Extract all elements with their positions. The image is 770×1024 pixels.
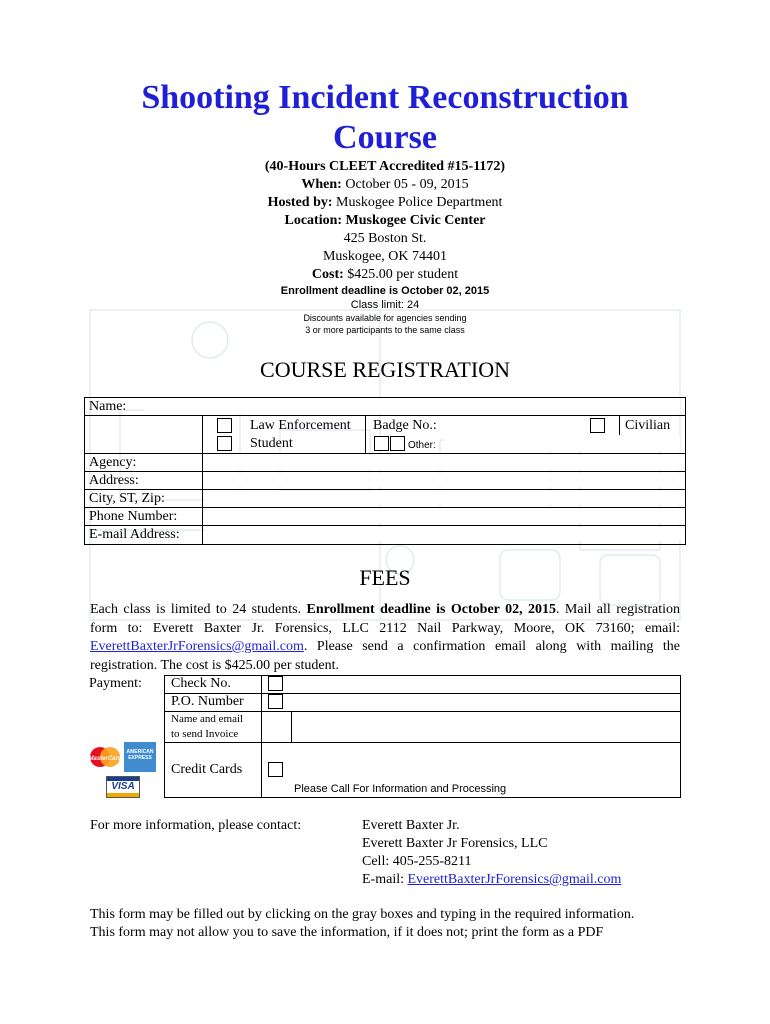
discount-line1: Discounts available for agencies sending xyxy=(303,313,467,323)
class-limit: Class limit: 24 xyxy=(350,299,420,311)
location: Location: Muskogee Civic Center xyxy=(284,213,486,228)
law-enforcement-label: Law Enforcement xyxy=(250,418,351,433)
po-number-label: P.O. Number xyxy=(171,694,244,709)
invoice-line2: to send Invoice xyxy=(171,728,239,740)
course-title-line1: Shooting Incident Reconstruction xyxy=(141,79,629,116)
hosted-line xyxy=(0,194,770,212)
other-label: Other: xyxy=(408,440,436,451)
city-st-zip-field[interactable] xyxy=(205,491,683,505)
check-no-label: Check No. xyxy=(171,676,231,691)
contact-email-label: E-mail: xyxy=(362,872,404,887)
fees-text-c: . Mail all registration form to: Everett Baxter Jr. Forensics, LLC 2112 Nail Parkway, Moore, OK 73160; email: xyxy=(90,602,680,636)
mastercard-text: MasterCard xyxy=(88,756,122,762)
contact-name: Everett Baxter Jr. xyxy=(362,818,460,833)
amex-text: AMERICAN EXPRESS xyxy=(126,749,154,761)
agency-field[interactable] xyxy=(205,455,683,469)
cost-line xyxy=(0,266,770,284)
po-number-field[interactable] xyxy=(286,695,676,709)
contact-email-link[interactable]: EverettBaxterJrForensics@gmail.com xyxy=(407,872,622,887)
discount-line2: 3 or more participants to the same class xyxy=(305,325,465,335)
footer-line2: This form may not allow you to save the information, if it does not; print the form as a PDF xyxy=(90,925,604,940)
visa-text: VISA xyxy=(111,781,135,792)
visa-logo xyxy=(106,776,140,798)
name-field[interactable] xyxy=(144,399,680,413)
cost-value: $425.00 per student xyxy=(347,267,459,282)
po-number-checkbox[interactable] xyxy=(268,694,283,709)
law-enforcement-checkbox[interactable] xyxy=(217,418,232,433)
check-no-checkbox[interactable] xyxy=(268,676,283,691)
fees-email-link[interactable]: EverettBaxterJrForensics@gmail.com xyxy=(90,639,304,654)
contact-cell: Cell: 405-255-8211 xyxy=(362,854,472,869)
contact-label: For more information, please contact: xyxy=(90,818,302,833)
credit-cards-checkbox[interactable] xyxy=(268,762,283,777)
course-title-line2: Course xyxy=(333,119,437,156)
when-label: When: xyxy=(301,177,342,192)
phone-field[interactable] xyxy=(205,509,683,523)
contact-company: Everett Baxter Jr Forensics, LLC xyxy=(362,836,548,851)
hosted-value: Muskogee Police Department xyxy=(336,195,503,210)
invoice-field[interactable] xyxy=(294,714,676,740)
when-value: October 05 - 09, 2015 xyxy=(345,177,469,192)
student-label: Student xyxy=(250,436,293,451)
fees-heading: FEES xyxy=(359,565,411,590)
address-field[interactable] xyxy=(205,473,683,487)
registration-table xyxy=(84,397,686,545)
street: 425 Boston St. xyxy=(343,231,427,246)
fees-paragraph xyxy=(90,601,680,675)
agency-label: Agency: xyxy=(89,455,137,470)
fees-text-a: Each class is limited to 24 students. xyxy=(90,602,302,617)
fees-deadline: Enrollment deadline is October 02, 2015 xyxy=(306,602,556,617)
email-label: E-mail Address: xyxy=(89,527,180,542)
contact-email-line xyxy=(362,871,621,889)
student-checkbox[interactable] xyxy=(217,436,232,451)
deadline: Enrollment deadline is October 02, 2015 xyxy=(280,285,490,297)
call-note: Please Call For Information and Processing xyxy=(294,783,507,795)
other-field[interactable] xyxy=(444,437,680,451)
accreditation: (40-Hours CLEET Accredited #15-1172) xyxy=(264,159,506,174)
amex-logo xyxy=(124,742,156,772)
other-checkbox-b[interactable] xyxy=(390,436,405,451)
address-label: Address: xyxy=(89,473,139,488)
badge-field[interactable] xyxy=(444,418,584,432)
city: Muskogee, OK 74401 xyxy=(322,249,448,264)
email-field[interactable] xyxy=(205,527,683,541)
name-label: Name: xyxy=(89,399,127,414)
civilian-label: Civilian xyxy=(625,418,671,433)
phone-label: Phone Number: xyxy=(89,509,178,524)
credit-cards-label: Credit Cards xyxy=(171,762,243,777)
fees-text-d: . Please send a confirmation email along with mailing the registration. The cost is $425.00 per student. xyxy=(90,639,680,673)
payment-table xyxy=(84,675,681,798)
check-no-field[interactable] xyxy=(286,677,676,691)
civilian-checkbox[interactable] xyxy=(590,418,605,433)
hosted-label: Hosted by: xyxy=(267,195,333,210)
cost-label: Cost: xyxy=(311,267,344,282)
badge-label: Badge No.: xyxy=(373,418,437,433)
payment-label: Payment: xyxy=(89,676,142,691)
footer-line1: This form may be filled out by clicking on the gray boxes and typing in the required information. xyxy=(90,907,635,922)
invoice-line1: Name and email xyxy=(171,713,244,725)
registration-heading: COURSE REGISTRATION xyxy=(260,357,510,382)
when-line xyxy=(0,176,770,194)
mastercard-logo xyxy=(88,746,122,768)
other-checkbox-a[interactable] xyxy=(374,436,389,451)
city-st-zip-label: City, ST, Zip: xyxy=(89,491,165,506)
